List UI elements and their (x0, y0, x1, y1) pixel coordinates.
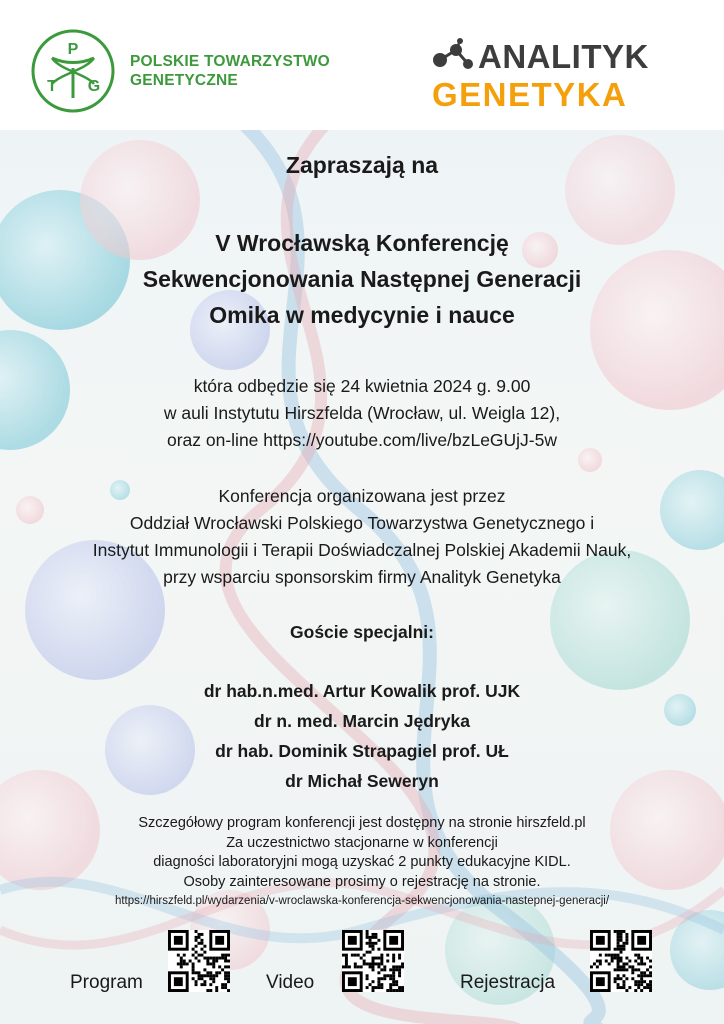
invite-heading: Zapraszają na (285, 152, 439, 178)
qr-program-label: Program (70, 972, 143, 993)
header (0, 0, 724, 130)
notes (0, 814, 724, 910)
organizers-line: Instytut Immunologii i Terapii Doświadczalnej Polskiej Akademii Nauk, (92, 540, 632, 560)
poster-content (0, 130, 724, 1024)
conference-title (0, 225, 724, 333)
qr-program-icon[interactable] (168, 930, 230, 992)
sponsor-name-bottom: GENETYKA (432, 76, 628, 113)
qr-code-icon (342, 930, 404, 992)
guests-list (0, 676, 724, 796)
qr-code-icon (590, 930, 652, 992)
guest-name: dr n. med. Marcin Jędryka (254, 711, 470, 731)
organizers-line: Oddział Wrocławski Polskiego Towarzystwa Genetycznego i (129, 513, 595, 533)
ptg-name (130, 52, 330, 90)
conference-title-line: Sekwencjonowania Następnej Generacji (142, 266, 582, 292)
event-online-link[interactable]: oraz on-line https://youtube.com/live/bzLeGUjJ-5w (166, 430, 558, 450)
guests-heading: Goście specjalni: (290, 622, 434, 642)
notes-kidl-points: diagności laboratoryjni mogą uzyskać 2 punkty edukacyjne KIDL. (153, 854, 571, 870)
ptg-logo-letter-t: T (47, 78, 57, 95)
organizers-line: przy wsparciu sponsorskim firmy Analityk Genetyka (163, 567, 561, 587)
ptg-logo-letter-g: G (87, 78, 101, 95)
event-date: która odbędzie się 24 kwietnia 2024 g. 9.00 (193, 376, 531, 396)
qr-registration-icon[interactable] (590, 930, 652, 992)
event-venue: w auli Instytutu Hirszfelda (Wrocław, ul. Weigla 12), (163, 403, 561, 423)
notes-attendance: Za uczestnictwo stacjonarne w konferencji (226, 834, 498, 851)
registration-url[interactable]: https://hirszfeld.pl/wydarzenia/v-wroclawska-konferencja-sekwencjonowania-nastepnej-generacji/ (114, 895, 610, 907)
guest-name: dr hab. Dominik Strapagiel prof. UŁ (215, 741, 509, 761)
qr-video-label: Video (266, 972, 315, 993)
qr-registration-label: Rejestracja (460, 972, 556, 993)
notes-registration: Osoby zainteresowane prosimy o rejestrację na stronie. (183, 873, 541, 890)
ptg-name-line1: POLSKIE TOWARZYSTWO (130, 53, 330, 70)
sponsor-logo (430, 38, 680, 118)
molecule-icon (430, 38, 476, 78)
organizers-line: Konferencja organizowana jest przez (218, 486, 506, 506)
guest-name: dr hab.n.med. Artur Kowalik prof. UJK (203, 681, 521, 701)
qr-code-icon (168, 930, 230, 992)
conference-title-line: Omika w medycynie i nauce (209, 302, 515, 328)
guest-name: dr Michał Seweryn (285, 771, 439, 791)
ptg-logo-letter-p: P (67, 41, 79, 58)
notes-program: Szczegółowy program konferencji jest dostępny na stronie hirszfeld.pl (138, 815, 586, 831)
ptg-logo-icon (30, 28, 116, 114)
qr-video-icon[interactable] (342, 930, 404, 992)
conference-title-line: V Wrocławską Konferencję (215, 230, 509, 256)
ptg-name-line2: GENETYCZNE (130, 72, 238, 89)
sponsor-name-top: ANALITYK (478, 38, 649, 75)
event-details (0, 373, 724, 454)
organizers (0, 483, 724, 591)
